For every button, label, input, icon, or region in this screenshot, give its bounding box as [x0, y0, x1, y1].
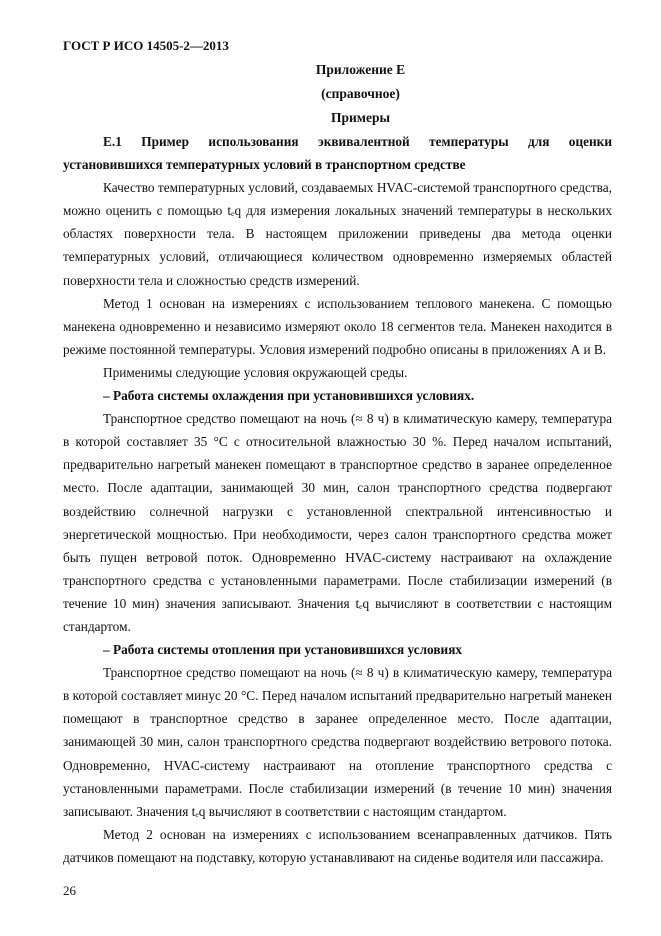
- paragraph-method-2: Метод 2 основан на измерениях с использованием всенаправленных датчиков. Пять датчиков помещают на подставку, которую устанавливают на сиденье водителя или пассажира.: [63, 826, 612, 865]
- section-title-text: Пример использования эквивалентной температуры для оценки установившихся температурных условий в транспортном средстве: [63, 134, 613, 173]
- page-number: 26: [63, 883, 76, 898]
- paragraph-cooling: Транспортное средство помещают на ночь (≈ 8 ч) в климатическую камеру, температура в которой составляет 35 °С с относительной влажностью 30 %. Перед началом испытаний, предварительно нагретый манекен помещают в транспортное средство в заранее определенное место. После адаптации, занимающей 30 мин, салон транспортного средства подвергают воздействию солнечной нагрузки с установленной спектральной интенсивностью и энергетической мощностью. При необходимости, через салон транспортного средства может быть пущен ветровой поток. Одновременно HVAC-систему настраивают на охлаждение транспортного средства с установленными параметрами. После стабилизации измерений (в течение 10 мин) значения записывают. Значения tₑq вычисляют в соответствии с настоящим стандартом.: [63, 411, 612, 634]
- paragraph-method-1: Метод 1 основан на измерениях с использованием теплового манекена. С помощью манекена одновременно и независимо измеряют около 18 сегментов тела. Манекен находится в режиме постоянной температуры. Условия измерений подробно описаны в приложениях А и В.: [63, 295, 612, 357]
- paragraph-intro: Качество температурных условий, создаваемых HVAC-системой транспортного средства, можно оценить с помощью tₑq для измерения локальных значений температуры в нескольких областях поверхности тела. В настоящем приложении приведены два метода оценки температурных условий, отличающиеся количеством одновременно измеряемых областей поверхности тела и сложностью средств измерений.: [63, 180, 612, 288]
- appendix-subtitle: (справочное): [321, 86, 400, 101]
- document-header: ГОСТ Р ИСО 14505-2—2013: [63, 38, 229, 53]
- heating-title: – Работа системы отопления при установившихся условиях: [103, 642, 463, 658]
- cooling-title: – Работа системы охлаждения при установившихся условиях.: [103, 388, 475, 404]
- section-number: Е.1: [103, 134, 122, 149]
- appendix-title: Приложение Е: [315, 62, 406, 77]
- section-title: [63, 130, 612, 176]
- paragraph-heating: Транспортное средство помещают на ночь (≈ 8 ч) в климатическую камеру, температура в которой составляет минус 20 °С. Перед началом испытаний предварительно нагретый манекен помещают в транспортное средство в заранее определенное место. После адаптации, занимающей 30 мин, салон транспортного средства подвергают воздействию ветрового потока. Одновременно, HVAC-систему настраивают на отопление транспортного средства с установленными параметрами. После стабилизации измерений (в течение 10 мин) значения записывают. Значения tₑq вычисляют в соответствии с настоящим стандартом.: [63, 665, 612, 819]
- paragraph-conditions: Применимы следующие условия окружающей среды.: [103, 364, 408, 380]
- appendix-heading: Примеры: [330, 110, 391, 125]
- document-body: [63, 130, 612, 869]
